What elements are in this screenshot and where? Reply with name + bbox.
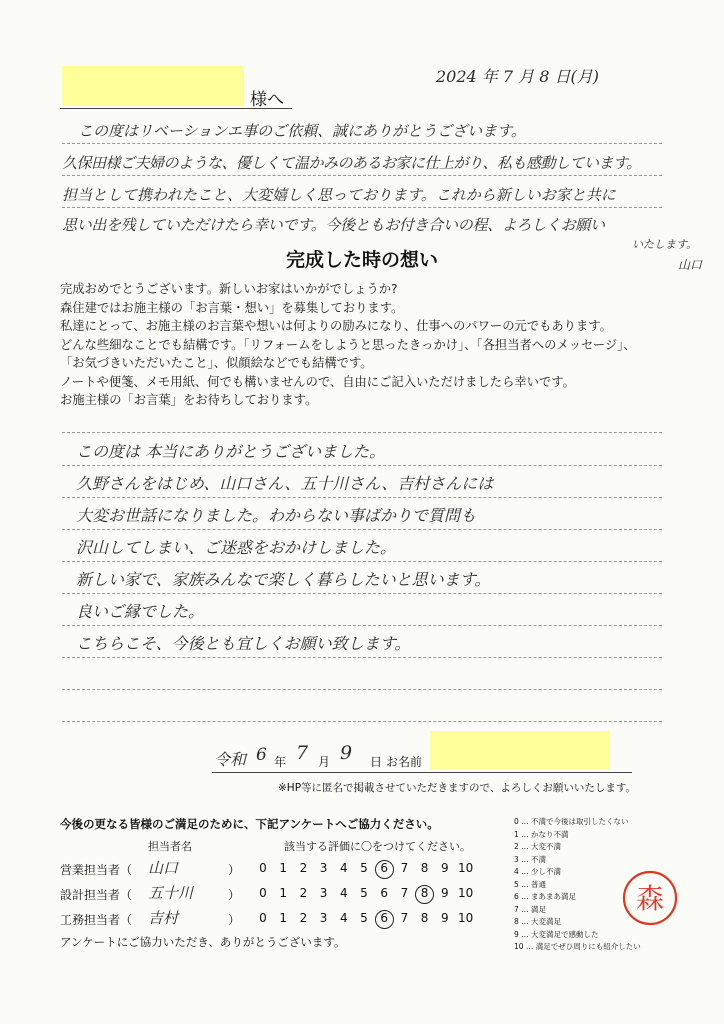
name-underline [60, 108, 292, 109]
rating-option-6[interactable]: 6 [380, 911, 388, 925]
legend-item: 9 … 大変満足で感動した [514, 929, 599, 939]
rating-option-0[interactable]: 0 [259, 911, 267, 925]
legend-item: 6 … まあまあ満足 [514, 892, 577, 901]
rating-option-8[interactable]: 8 [420, 861, 429, 875]
letter-date: 2024 年 7 月 8 日(月) [436, 67, 599, 86]
legend-item: 4 … 少し不満 [514, 867, 562, 876]
message-rule [62, 432, 662, 433]
rating-option-8[interactable]: 8 [420, 911, 429, 925]
survey-col-staff: 担当者名 [148, 840, 192, 853]
survey-close: ） [228, 863, 241, 877]
staff-letter-line: 思い出を残していただけたら幸いです。今後ともお付き合いの程、よろしくお願い [62, 216, 605, 234]
sig-era: 令和 [214, 750, 247, 769]
intro-line: 私達にとって、お施主様のお言葉や想いは何よりの励みになり、仕事へのパワーの元でもあります。 [60, 319, 612, 333]
rating-option-7[interactable]: 7 [400, 861, 409, 875]
rating-option-4[interactable]: 4 [339, 886, 348, 900]
survey-intro: 今後の更なる皆様のご満足のために、下記アンケートへご協力ください。 [60, 817, 439, 831]
rating-option-7[interactable]: 7 [400, 886, 409, 900]
message-line: 良いご縁でした。 [76, 602, 205, 621]
sig-month: 7 [296, 742, 309, 764]
sig-year: 6 [256, 745, 267, 765]
message-rule [62, 721, 662, 722]
survey-role-construction: 工務担当者（ [60, 913, 133, 927]
rating-option-7[interactable]: 7 [400, 911, 409, 925]
intro-text [60, 280, 636, 410]
sig-day: 9 [340, 742, 353, 764]
rating-option-4[interactable]: 4 [339, 861, 348, 875]
rating-option-3[interactable]: 3 [319, 911, 328, 925]
legend-item: 10 … 満足でぜひ周りにも紹介したい [514, 942, 641, 951]
sig-month-label: 月 [318, 755, 331, 769]
survey-staff-construction: 吉村 [148, 909, 179, 927]
rating-option-10[interactable]: 10 [458, 886, 474, 900]
rating-option-5[interactable]: 5 [360, 861, 368, 875]
survey-staff-design: 五十川 [148, 884, 194, 902]
letter-rule [62, 143, 662, 144]
message-rule [62, 561, 662, 562]
rating-option-9[interactable]: 9 [440, 886, 449, 900]
legend-item: 2 … 大変不満 [514, 842, 562, 851]
rating-option-2[interactable]: 2 [299, 911, 308, 925]
redacted-name-highlight [62, 66, 244, 106]
message-rule [62, 529, 662, 530]
survey-staff-sales: 山口 [148, 859, 179, 877]
survey-col-rating: 該当する評価に〇をつけてください。 [284, 840, 471, 853]
message-rule [62, 657, 662, 658]
signature-underline [212, 772, 632, 773]
intro-line: 完成おめでとうございます。新しいお家はいかがでしょうか? [60, 282, 398, 296]
letter-rule [62, 175, 662, 176]
message-line: この度は 本当にありがとうございました。 [76, 442, 386, 461]
rating-option-0[interactable]: 0 [259, 861, 267, 875]
redacted-customer-name [430, 731, 610, 769]
intro-line: 森住建ではお施主様の「お言葉・想い」を募集しております。 [60, 300, 404, 315]
rating-option-6[interactable]: 6 [380, 886, 388, 900]
survey-role-design: 設計担当者（ [60, 888, 133, 902]
selected-rating-circle [415, 885, 434, 904]
selected-rating-circle [375, 860, 394, 879]
intro-line: 「お気づきいただいたこと」、似顔絵などでも結構です。 [60, 356, 373, 370]
message-line: 久野さんをはじめ、山口さん、五十川さん、吉村さんには [76, 474, 494, 493]
message-rule [62, 465, 662, 466]
rating-option-10[interactable]: 10 [458, 911, 474, 925]
intro-line: ノートや便箋、メモ用紙、何でも構いませんので、自由にご記入いただけましたら幸いです。 [60, 374, 575, 389]
legend-item: 0 … 不満で今後は取引したくない [514, 817, 629, 826]
salutation: 様へ [250, 90, 284, 110]
message-rule [62, 625, 662, 626]
sig-day-label: 日 [370, 755, 383, 769]
rating-option-1[interactable]: 1 [279, 861, 287, 875]
staff-letter-closing: いたします。 [632, 238, 698, 251]
message-line: 大変お世話になりました。わからない事ばかりで質問も [76, 506, 477, 525]
message-line: 新しい家で、家族みんなで楽しく暮らしたいと思います。 [76, 570, 491, 589]
sig-year-label: 年 [274, 755, 287, 769]
rating-option-1[interactable]: 1 [279, 911, 287, 925]
intro-line: どんな些細なことでも結構です。「リフォームをしようと思ったきっかけ」、「各担当者へのメッセージ」、 [60, 337, 636, 352]
sig-name-label: お名前 [386, 755, 423, 769]
rating-option-8[interactable]: 8 [420, 886, 429, 900]
message-rule [62, 593, 662, 594]
rating-option-3[interactable]: 3 [319, 886, 328, 900]
staff-letter-line: 担当として携われたこと、大変嬉しく思っております。これから新しいお家と共に [62, 186, 616, 204]
survey-role-sales: 営業担当者（ [60, 863, 133, 877]
rating-scale-construction [256, 911, 486, 929]
rating-option-9[interactable]: 9 [440, 911, 449, 925]
message-rule [62, 497, 662, 498]
message-line: 沢山してしまい、ご迷惑をおかけしました。 [76, 538, 397, 557]
rating-option-2[interactable]: 2 [299, 886, 308, 900]
legend-item: 5 … 普通 [514, 879, 547, 889]
survey-close: ） [228, 888, 241, 902]
legend-item: 1 … かなり不満 [514, 829, 569, 839]
rating-option-5[interactable]: 5 [360, 886, 368, 900]
intro-line: お施主様の「お言葉」をお待ちしております。 [60, 393, 318, 407]
legend-item: 7 … 満足 [514, 904, 547, 914]
legend-item: 3 … 不満 [514, 854, 547, 864]
rating-option-1[interactable]: 1 [279, 886, 287, 900]
rating-scale-sales [256, 861, 486, 879]
survey-close: ） [228, 913, 241, 927]
rating-option-10[interactable]: 10 [458, 861, 474, 875]
rating-option-4[interactable]: 4 [339, 911, 348, 925]
rating-option-5[interactable]: 5 [360, 911, 368, 925]
anonymous-note: ※HP等に匿名で掲載させていただきますので、よろしくお願いいたします。 [278, 782, 636, 794]
stamp-text: 森 [635, 882, 665, 915]
message-rule [62, 689, 662, 690]
rating-option-2[interactable]: 2 [299, 861, 308, 875]
red-seal-stamp [620, 868, 680, 928]
staff-letter-line: 久保田様ご夫婦のような、優しくて温かみのあるお家に仕上がり、私も感動しています。 [62, 154, 641, 172]
legend-item: 8 … 大変満足 [514, 917, 562, 926]
rating-option-6[interactable]: 6 [380, 861, 388, 875]
staff-signature: 山口 [678, 258, 703, 272]
survey-thanks: アンケートにご協力いただき、ありがとうございます。 [60, 935, 346, 949]
staff-letter-line: この度はリベーションエ事のご依頼、誠にありがとうございます。 [78, 122, 526, 140]
letter-rule [62, 207, 662, 208]
message-line: こちらこそ、今後とも宜しくお願い致します。 [76, 634, 411, 653]
rating-option-3[interactable]: 3 [319, 861, 328, 875]
rating-option-0[interactable]: 0 [259, 886, 267, 900]
rating-scale-design [256, 886, 486, 904]
selected-rating-circle [375, 910, 394, 929]
rating-option-9[interactable]: 9 [440, 861, 449, 875]
section-title: 完成した時の想い [285, 249, 438, 271]
